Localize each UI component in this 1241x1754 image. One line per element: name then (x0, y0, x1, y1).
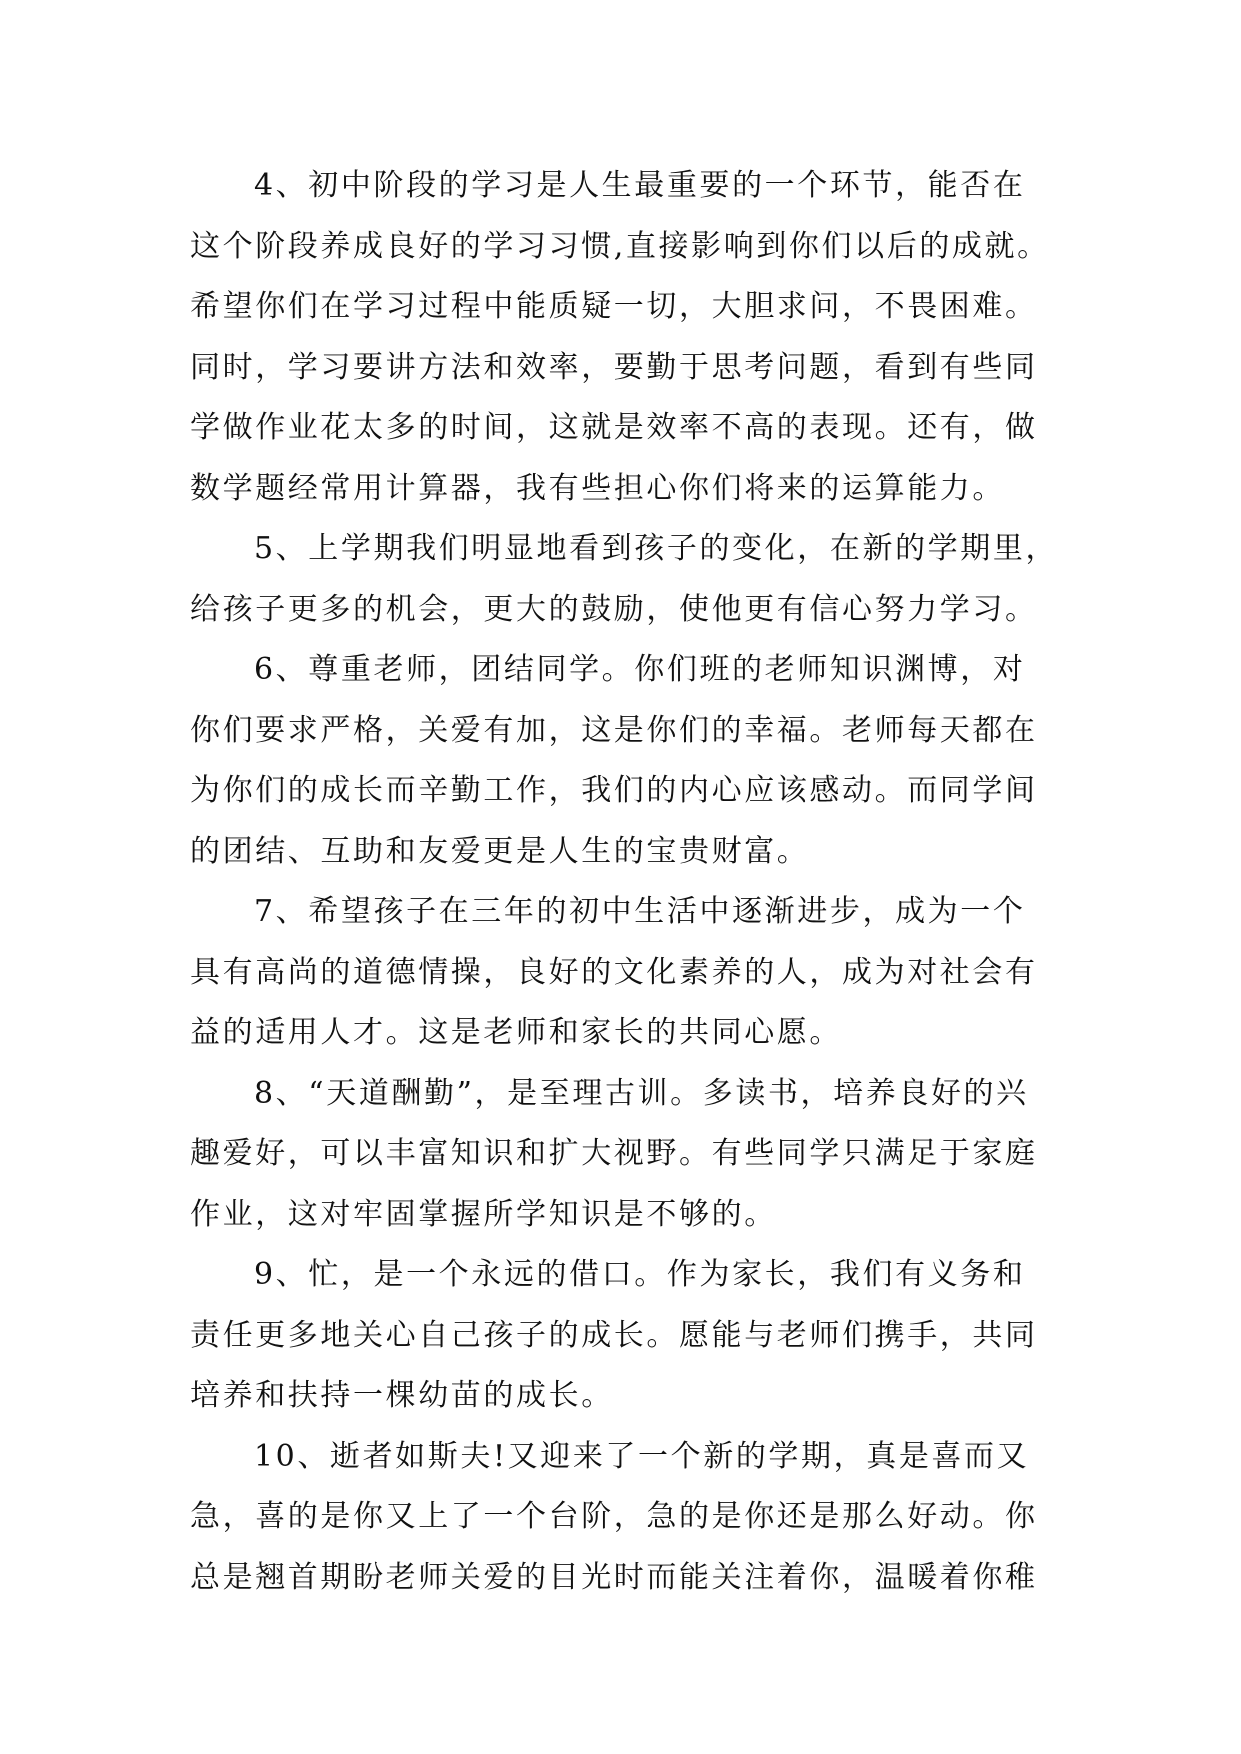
paragraph-5 (190, 519, 1090, 640)
text-line: 急，喜的是你又上了一个台阶，急的是你还是那么好动。你 (190, 1499, 1038, 1534)
text-line: 学做作业花太多的时间，这就是效率不高的表现。还有，做 (190, 410, 1038, 445)
text-line: 具有高尚的道德情操，良好的文化素养的人，成为对社会有 (190, 954, 1038, 990)
paragraph-4 (190, 156, 1090, 519)
text-line: 给孩子更多的机会，更大的鼓励，使他更有信心努力学习。 (190, 591, 1038, 627)
paragraph-9 (190, 1245, 1090, 1427)
text-line: 趣爱好，可以丰富知识和扩大视野。有些同学只满足于家庭 (190, 1136, 1038, 1171)
paragraph-10 (190, 1427, 1090, 1609)
text-line: 10、逝者如斯夫!又迎来了一个新的学期，真是喜而又 (254, 1438, 1030, 1474)
text-line: 6、尊重老师，团结同学。你们班的老师知识渊博，对 (254, 652, 1026, 687)
text-line: 这个阶段养成良好的学习习惯,直接影响到你们以后的成就。 (190, 228, 1050, 264)
paragraph-7 (190, 882, 1090, 1064)
text-line: 数学题经常用计算器，我有些担心你们将来的运算能力。 (190, 470, 1005, 506)
text-line: 8、“天道酬勤”，是至理古训。多读书，培养良好的兴 (254, 1075, 1029, 1111)
text-line: 4、初中阶段的学习是人生最重要的一个环节，能否在 (254, 168, 1026, 203)
document-body (190, 156, 1090, 1608)
text-line: 同时，学习要讲方法和效率，要勤于思考问题，看到有些同 (190, 349, 1038, 385)
text-line: 9、忙，是一个永远的借口。作为家长，我们有义务和 (254, 1257, 1026, 1292)
text-line: 培养和扶持一棵幼苗的成长。 (190, 1378, 614, 1413)
text-line: 希望你们在学习过程中能质疑一切，大胆求问，不畏困难。 (190, 289, 1038, 324)
text-line: 总是翘首期盼老师关爱的目光时而能关注着你，温暖着你稚 (190, 1559, 1038, 1595)
text-line: 你们要求严格，关爱有加，这是你们的幸福。老师每天都在 (190, 712, 1038, 748)
text-line: 7、希望孩子在三年的初中生活中逐渐进步，成为一个 (254, 894, 1026, 929)
text-line: 为你们的成长而辛勤工作，我们的内心应该感动。而同学间 (190, 773, 1038, 808)
paragraph-6 (190, 640, 1090, 882)
paragraph-8 (190, 1064, 1090, 1246)
text-line: 责任更多地关心自己孩子的成长。愿能与老师们携手，共同 (190, 1317, 1038, 1353)
text-line: 作业，这对牢固掌握所学知识是不够的。 (190, 1196, 777, 1232)
text-line: 5、上学期我们明显地看到孩子的变化，在新的学期里， (254, 531, 1059, 566)
text-line: 的团结、互助和友爱更是人生的宝贵财富。 (190, 833, 810, 869)
text-line: 益的适用人才。这是老师和家长的共同心愿。 (190, 1015, 842, 1050)
